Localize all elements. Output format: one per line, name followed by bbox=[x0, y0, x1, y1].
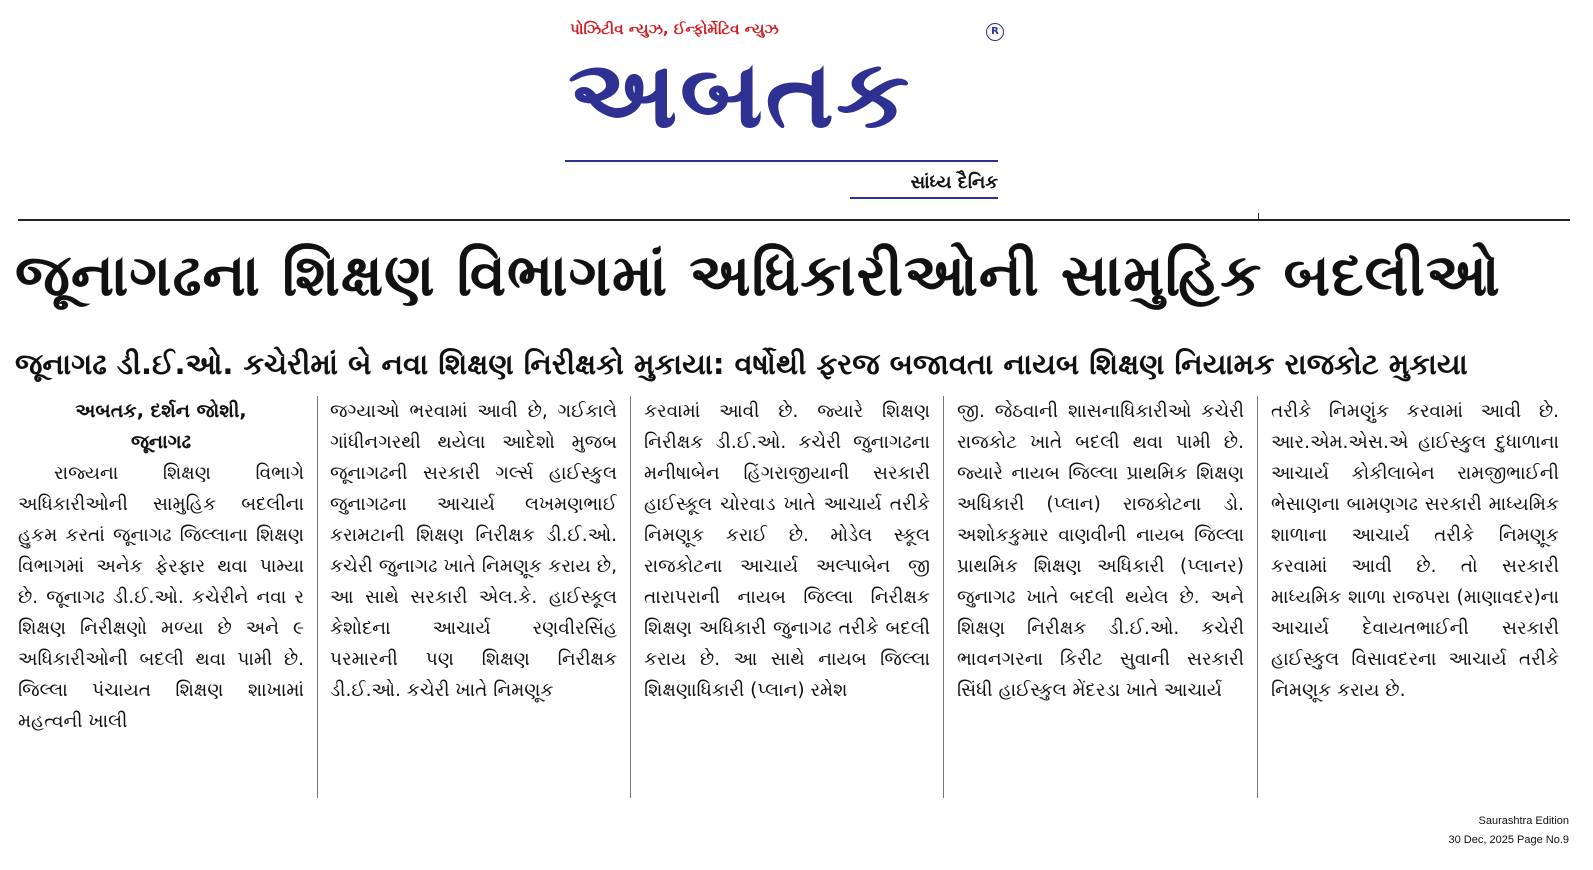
column-text: કરવામાં આવી છે. જ્યારે શિક્ષણ નિરીક્ષક ડી.ઈ.ઓ. કચેરી જુનાગઢના મનીષાબેન હિંગરાજીયાની સરકારી હાઈસ્કૂલ ચોરવાડ ખાતે આચાર્ય તરીકે નિમણૂક કરાઈ છે. મોડેલ સ્કૂલ રાજકોટના આચાર્ય અલ્પાબેન જી તારાપરાની નાયબ જિલ્લા નિરીક્ષક શિક્ષણ અધિકારી જુનાગઢ તરીકે બદલી કરાય છે. આ સાથે નાયબ જિલ્લા શિક્ષણાધિકારી (પ્લાન) રમેશ bbox=[644, 401, 930, 701]
article-column-2 bbox=[330, 396, 617, 806]
subtitle-underline bbox=[850, 197, 998, 199]
article-subheadline: જૂનાગઢ ડી.ઈ.ઓ. કચેરીમાં બે નવા શિક્ષણ નિરીક્ષકો મુકાયા: વર્ષોથી ફરજ બજાવતા નાયબ શિક્ષણ નિયામક રાજકોટ મુકાયા bbox=[15, 347, 1468, 381]
edition-label: Saurashtra Edition bbox=[1478, 815, 1569, 827]
article-column-4 bbox=[957, 396, 1244, 806]
column-divider bbox=[317, 396, 318, 798]
byline bbox=[18, 396, 304, 458]
article-headline: જૂનાગઢના શિક્ષણ વિભાગમાં અધિકારીઓની સામુહિક બદલીઓ bbox=[15, 241, 1501, 309]
date-page-label: 30 Dec, 2025 Page No.9 bbox=[1448, 834, 1569, 846]
header-rule-tick bbox=[1258, 213, 1259, 221]
article-column-3 bbox=[644, 396, 930, 806]
column-text: રાજ્યના શિક્ષણ વિભાગે અધિકારીઓની સામુહિક બદલીના હુકમ કરતાં જૂનાગઢ જિલ્લાના શિક્ષણ વિભાગમાં અનેક ફેરફાર થવા પામ્યા છે. જૂનાગઢ ડી.ઈ.ઓ. કચેરીને નવા ર શિક્ષણ નિરીક્ષણો મળ્યા છે અને ૯ અધિકારીઓની બદલી થવા પામી છે. જિલ્લા પંચાયત શિક્ષણ શાખામાં મહત્વની ખાલી bbox=[18, 463, 304, 732]
logo-underline bbox=[565, 160, 998, 162]
article-column-5 bbox=[1271, 396, 1559, 806]
newspaper-logo[interactable]: અબતક bbox=[568, 39, 912, 149]
column-divider bbox=[1257, 396, 1258, 798]
column-divider bbox=[943, 396, 944, 798]
article-column-1 bbox=[18, 396, 304, 806]
registered-trademark-icon: R bbox=[986, 23, 1004, 41]
column-text: તરીકે નિમણુંક કરવામાં આવી છે. આર.એમ.એસ.એ હાઈસ્કુલ દુધાળાના આચાર્ય કોકીલાબેન રામજીભાઈની ભેસાણના બામણગઢ સરકારી માધ્યમિક શાળાના આચાર્ય તરીકે નિમણૂક કરવામાં આવી છે. તો સરકારી માધ્યમિક શાળા રાજપરા (માણાવદર)ના આચાર્ય દેવાયતભાઈની સરકારી હાઈસ્કુલ વિસાવદરના આચાર્ય તરીકે નિમણૂક કરાય છે. bbox=[1271, 401, 1559, 701]
page-footer bbox=[1369, 812, 1569, 850]
article-body bbox=[18, 396, 1570, 806]
byline-location: જૂનાગઢ bbox=[130, 431, 192, 453]
masthead-tagline: પોઝિટીવ ન્યુઝ, ઈન્ફોર્મેટિવ ન્યુઝ bbox=[570, 20, 779, 38]
column-text: જી. જેઠવાની શાસનાધિકારીઓ કચેરી રાજકોટ ખાતે બદલી થવા પામી છે. જ્યારે નાયબ જિલ્લા પ્રાથમિક શિક્ષણ અધિકારી (પ્લાન) રાજકોટના ડો. અશોકકુમાર વાણવીની નાયબ જિલ્લા પ્રાથમિક શિક્ષણ અધિકારી (પ્લાનર) જુનાગઢ ખાતે બદલી થયેલ છે. અને શિક્ષણ નિરીક્ષક ડી.ઈ.ઓ. કચેરી ભાવનગરના કિરીટ સુવાની સરકારી સિંધી હાઈસ્કુલ મેંદરડા ખાતે આચાર્ય bbox=[957, 401, 1244, 701]
column-text: જગ્યાઓ ભરવામાં આવી છે, ગઈકાલે ગાંધીનગરથી થયેલા આદેશો મુજબ જૂનાગઢની સરકારી ગર્લ્સ હાઈસ્કુલ જુનાગઢના આચાર્ય લખમણભાઈ કરામટાની શિક્ષણ નિરીક્ષક ડી.ઈ.ઓ. કચેરી જુનાગઢ ખાતે નિમણૂક કરાય છે, આ સાથે સરકારી એલ.કે. હાઈસ્કૂલ કેશોદના આચાર્ય રણવીરસિંહ પરમારની પણ શિક્ષણ નિરીક્ષક ડી.ઈ.ઓ. કચેરી ખાતે નિમણૂક bbox=[330, 401, 617, 701]
header-rule bbox=[18, 219, 1570, 221]
masthead-subtitle: સાંધ્ય દૈનિક bbox=[910, 172, 998, 193]
byline-author: અબતક, દર્શન જોશી, bbox=[75, 400, 247, 422]
column-divider bbox=[630, 396, 631, 798]
masthead bbox=[0, 0, 1593, 215]
